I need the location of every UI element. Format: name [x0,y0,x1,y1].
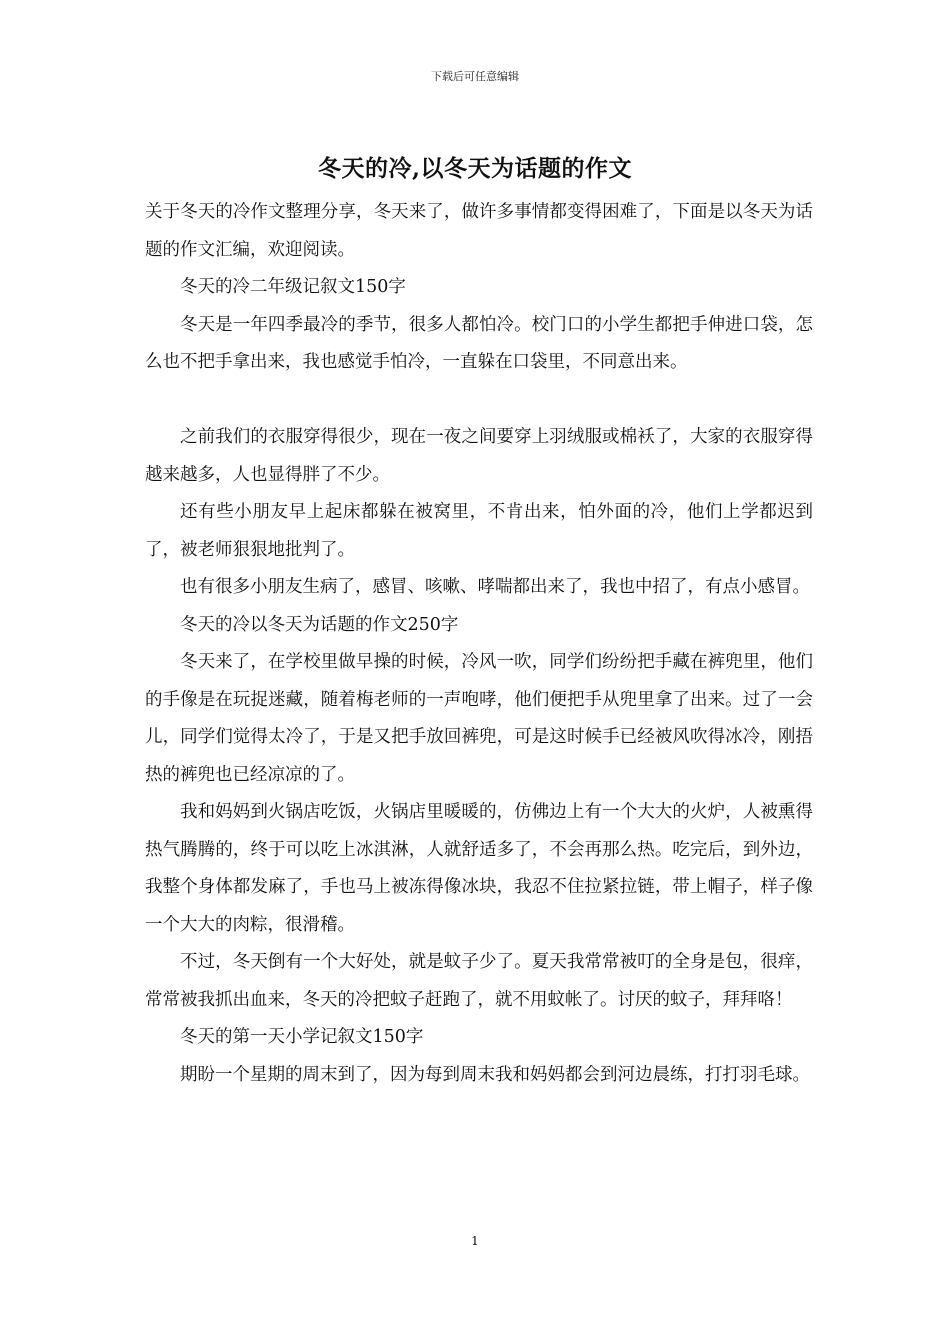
body-paragraph: 之前我们的衣服穿得很少，现在一夜之间要穿上羽绒服或棉袄了，大家的衣服穿得越来越多，人也显得胖了不少。 [145,427,813,485]
document-body [145,194,813,1094]
body-paragraph: 不过，冬天倒有一个大好处，就是蚊子少了。夏天我常常被叮的全身是包，很痒，常常被我抓出血来，冬天的冷把蚊子赶跑了，就不用蚊帐了。讨厌的蚊子，拜拜咯！ [145,952,813,1010]
document-title: 冬天的冷,以冬天为话题的作文 [317,155,632,182]
body-paragraph: 冬天来了，在学校里做早操的时候，冷风一吹，同学们纷纷把手藏在裤兜里，他们的手像是在玩捉迷藏，随着梅老师的一声咆哮，他们便把手从兜里拿了出来。过了一会儿，同学们觉得太冷了，于是又把手放回裤兜，可是这时候手已经被风吹得冰冷，刚捂热的裤兜也已经凉凉的了。 [145,652,813,785]
intro-paragraph: 关于冬天的冷作文整理分享，冬天来了，做许多事情都变得困难了，下面是以冬天为话题的作文汇编，欢迎阅读。 [145,202,813,260]
body-paragraph: 还有些小朋友早上起床都躲在被窝里，不肯出来，怕外面的冷，他们上学都迟到了，被老师狠狠地批判了。 [145,502,813,560]
section-heading: 冬天的冷以冬天为话题的作文250字 [180,614,459,635]
body-paragraph: 期盼一个星期的周末到了，因为每到周末我和妈妈都会到河边晨练，打打羽毛球。 [180,1064,810,1085]
section-heading: 冬天的冷二年级记叙文150字 [180,277,406,297]
body-paragraph: 也有很多小朋友生病了，感冒、咳嗽、哮喘都出来了，我也中招了，有点小感冒。 [180,577,810,597]
page-number: 1 [471,1234,479,1248]
body-paragraph: 冬天是一年四季最冷的季节，很多人都怕冷。校门口的小学生都把手伸进口袋，怎么也不把手拿出来，我也感觉手怕冷，一直躲在口袋里，不同意出来。 [145,314,813,372]
header-note: 下载后可任意编辑 [431,70,519,83]
body-paragraph: 我和妈妈到火锅店吃饭，火锅店里暖暖的，仿佛边上有一个大大的火炉，人被熏得热气腾腾的，终于可以吃上冰淇淋，人就舒适多了，不会再那么热。吃完后，到外边，我整个身体都发麻了，手也马上被冻得像冰块，我忍不住拉紧拉链，带上帽子，样子像一个大大的肉粽，很滑稽。 [145,802,813,935]
section-heading: 冬天的第一天小学记叙文150字 [180,1027,424,1047]
